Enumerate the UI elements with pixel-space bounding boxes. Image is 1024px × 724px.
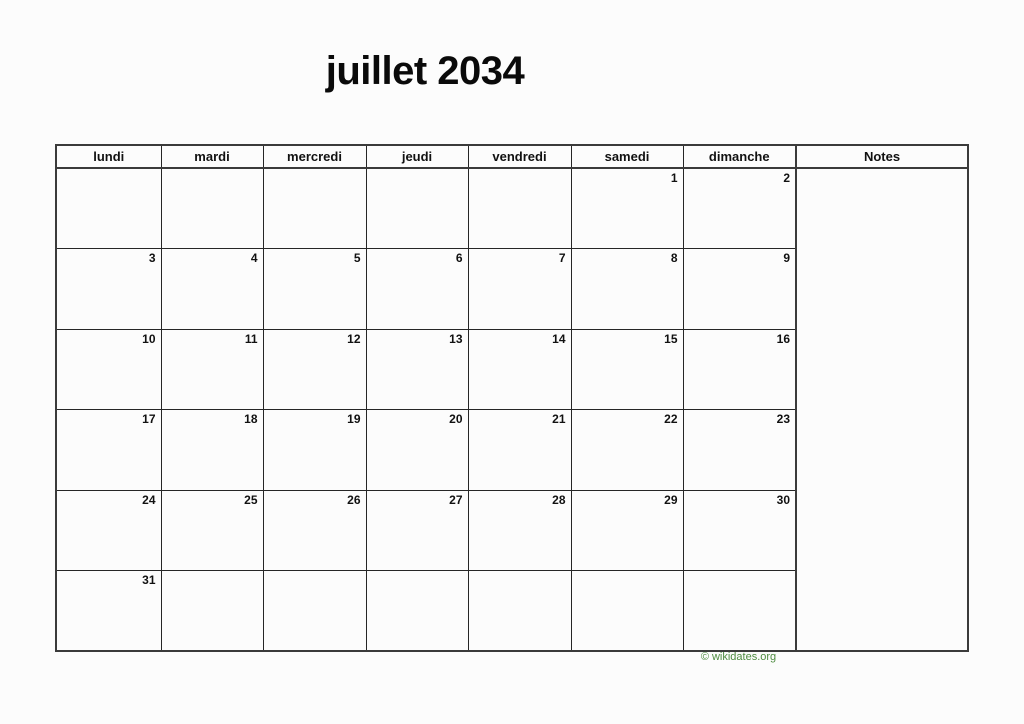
day-cell-25: 25: [161, 490, 263, 571]
day-cell-1: 1: [571, 168, 683, 249]
day-cell: [366, 168, 468, 249]
day-cell: [683, 571, 796, 652]
day-cell-3: 3: [56, 249, 161, 330]
day-cell: [468, 571, 571, 652]
day-cell-31: 31: [56, 571, 161, 652]
day-cell: [161, 168, 263, 249]
day-header-mercredi: mercredi: [263, 145, 366, 168]
day-header-lundi: lundi: [56, 145, 161, 168]
day-cell-29: 29: [571, 490, 683, 571]
week-row-1: [56, 168, 968, 249]
day-header-samedi: samedi: [571, 145, 683, 168]
day-cell-20: 20: [366, 410, 468, 491]
day-cell-28: 28: [468, 490, 571, 571]
page-title: juillet 2034: [325, 49, 525, 93]
weekday-header-row: [56, 145, 968, 168]
day-cell-7: 7: [468, 249, 571, 330]
day-cell: [366, 571, 468, 652]
day-header-vendredi: vendredi: [468, 145, 571, 168]
day-cell: [56, 168, 161, 249]
day-cell-19: 19: [263, 410, 366, 491]
day-cell-4: 4: [161, 249, 263, 330]
day-cell-26: 26: [263, 490, 366, 571]
day-cell-15: 15: [571, 329, 683, 410]
day-cell-27: 27: [366, 490, 468, 571]
day-cell-9: 9: [683, 249, 796, 330]
day-cell: [263, 571, 366, 652]
day-cell-16: 16: [683, 329, 796, 410]
day-cell: [468, 168, 571, 249]
day-cell-22: 22: [571, 410, 683, 491]
day-cell-11: 11: [161, 329, 263, 410]
copyright-wikidates-link[interactable]: © wikidates.org: [700, 651, 777, 663]
day-cell-13: 13: [366, 329, 468, 410]
day-header-jeudi: jeudi: [366, 145, 468, 168]
day-cell-21: 21: [468, 410, 571, 491]
day-cell-14: 14: [468, 329, 571, 410]
day-cell-5: 5: [263, 249, 366, 330]
day-header-dimanche: dimanche: [683, 145, 796, 168]
day-cell-2: 2: [683, 168, 796, 249]
day-cell: [571, 571, 683, 652]
day-cell-24: 24: [56, 490, 161, 571]
notes-header: Notes: [796, 145, 968, 168]
day-cell-23: 23: [683, 410, 796, 491]
day-cell-12: 12: [263, 329, 366, 410]
day-cell-18: 18: [161, 410, 263, 491]
day-cell-6: 6: [366, 249, 468, 330]
day-cell-8: 8: [571, 249, 683, 330]
day-cell: [161, 571, 263, 652]
day-cell: [263, 168, 366, 249]
notes-cell: [796, 168, 968, 651]
day-cell-30: 30: [683, 490, 796, 571]
day-header-mardi: mardi: [161, 145, 263, 168]
calendar-table: [55, 144, 969, 652]
day-cell-17: 17: [56, 410, 161, 491]
day-cell-10: 10: [56, 329, 161, 410]
